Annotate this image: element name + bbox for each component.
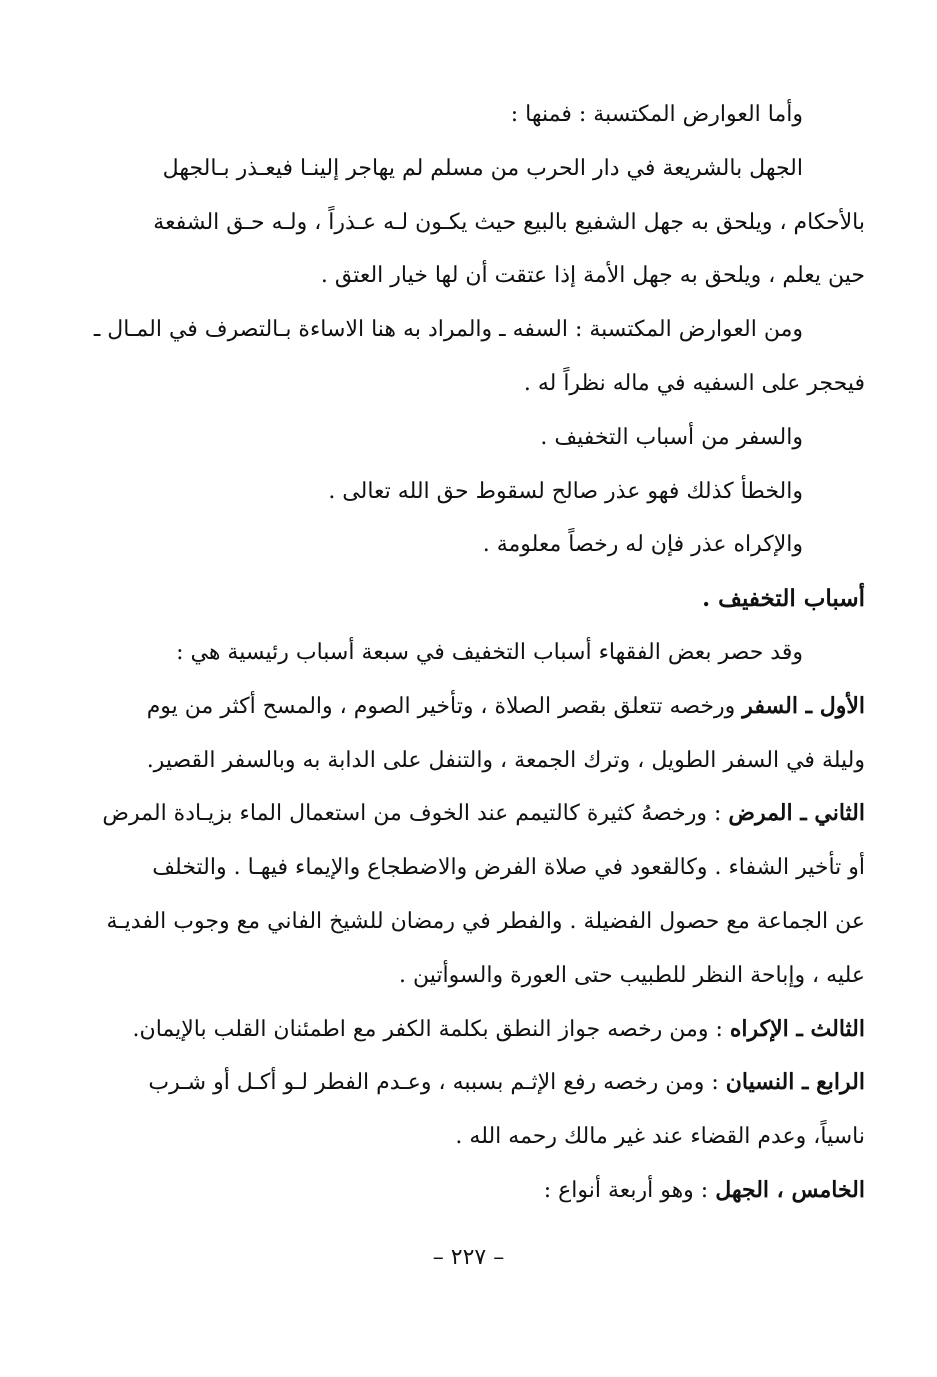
- list-item-continuation: عليه ، وإباحة النظر للطبيب حتى العورة والسوأتين .: [399, 962, 865, 988]
- item-text: ورخصه تتعلق بقصر الصلاة ، وتأخير الصوم ، والمسح أكثر من يوم: [146, 693, 743, 719]
- list-item-continuation: أو تأخير الشفاء . وكالقعود في صلاة الفرض والاضطجاع والإيماء فيهـا . والتخلف: [152, 855, 865, 881]
- page-number: – ٢٢٧ –: [432, 1245, 505, 1270]
- list-item-fifth: [70, 1164, 865, 1218]
- page-body: [70, 88, 865, 1218]
- list-item-second: [70, 787, 865, 841]
- list-item-continuation: ناسياً، وعدم القضاء عند غير مالك رحمه الله .: [455, 1124, 865, 1150]
- list-item-first: [70, 680, 865, 734]
- paragraph-line: فيحجر على السفيه في ماله نظراً له .: [523, 370, 865, 396]
- paragraph-line: حين يعلم ، ويلحق به جهل الأمة إذا عتقت أن لها خيار العتق .: [320, 263, 865, 289]
- item-text: : ومن رخصه رفع الإثـم بسببه ، وعـدم الفطر لـو أكـل أو شـرب: [148, 1070, 726, 1096]
- item-label: الخامس ، الجهل: [715, 1176, 865, 1203]
- list-item-third: [70, 1003, 865, 1057]
- paragraph-line: والإكراه عذر فإن له رخصاً معلومة .: [482, 532, 803, 558]
- paragraph-line: والخطأ كذلك فهو عذر صالح لسقوط حق الله تعالى .: [328, 478, 803, 504]
- item-text: : ورخصهُ كثيرة كالتيمم عند الخوف من استعمال الماء بزيـادة المرض: [102, 801, 729, 827]
- item-label: الثاني ـ المرض: [728, 800, 865, 827]
- paragraph-line: وأما العوارض المكتسبة : فمنها :: [510, 102, 803, 127]
- item-text: : ومن رخصه جواز النطق بكلمة الكفر مع اطمئنان القلب بالإيمان.: [132, 1016, 730, 1042]
- paragraph-line: والسفر من أسباب التخفيف .: [540, 424, 803, 450]
- item-label: الأول ـ السفر: [742, 692, 865, 719]
- list-item-fourth: [70, 1056, 865, 1110]
- list-item-continuation: وليلة في السفر الطويل ، وترك الجمعة ، والتنفل على الدابة به وبالسفر القصير.: [146, 747, 865, 773]
- paragraph-line: بالأحكام ، ويلحق به جهل الشفيع بالبيع حيث يكـون لـه عـذراً ، ولـه حـق الشفعة: [153, 209, 865, 235]
- item-label: الرابع ـ النسيان: [725, 1069, 865, 1096]
- intro-line: وقد حصر بعض الفقهاء أسباب التخفيف في سبعة أسباب رئيسية هي :: [176, 639, 803, 665]
- paragraph-line: الجهل بالشريعة في دار الحرب من مسلم لم يهاجر إلينـا فيعـذر بـالجهل: [162, 155, 803, 181]
- item-label: الثالث ـ الإكراه: [729, 1015, 865, 1042]
- item-text: : وهو أربعة أنواع :: [543, 1177, 716, 1203]
- paragraph-line: ومن العوارض المكتسبة : السفه ـ والمراد به هنا الاساءة بـالتصرف في المـال ـ: [93, 317, 803, 343]
- section-heading: أسباب التخفيف .: [702, 585, 865, 613]
- list-item-continuation: عن الجماعة مع حصول الفضيلة . والفطر في رمضان للشيخ الفاني مع وجوب الفديـة: [106, 908, 865, 934]
